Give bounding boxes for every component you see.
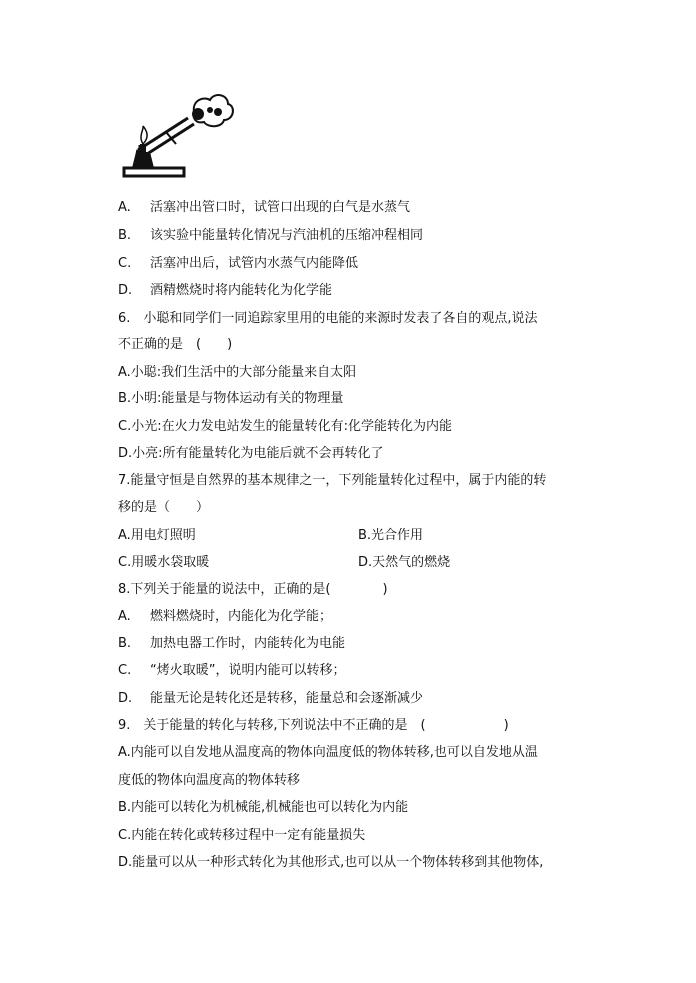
option-text: 活塞冲出管口时，试管口出现的白气是水蒸气 (150, 200, 411, 215)
q5-option-b (118, 227, 423, 245)
option-letter: D. (118, 283, 133, 298)
q6-option-b: B.小明:能量是与物体运动有关的物理量 (118, 391, 344, 406)
q9-option-d: D.能量可以从一种形式转化为其他形式,也可以从一个物体转移到其他物体, (118, 855, 544, 870)
q8-option-b (118, 635, 345, 653)
option-text: “烤火取暖”，说明内能可以转移； (150, 663, 346, 678)
option-text: 活塞冲出后，试管内水蒸气内能降低 (150, 256, 359, 271)
q7-option-a: A.用电灯照明 (118, 528, 196, 543)
q7-stem-line2: 移的是（ ） (118, 500, 210, 515)
q9-stem: 9. 关于能量的转化与转移,下列说法中不正确的是 ( ) (118, 718, 509, 733)
q6-option-c: C.小光:在火力发电站发生的能量转化有:化学能转化为内能 (118, 419, 452, 434)
option-text: 酒精燃烧时将内能转化为化学能 (150, 283, 333, 298)
q6-stem-line1: 6. 小聪和同学们一同追踪家里用的电能的来源时发表了各自的观点,说法 (118, 311, 538, 326)
test-tube-apparatus-figure (118, 90, 238, 185)
q8-option-d (118, 690, 423, 708)
q7-option-d: D.天然气的燃烧 (358, 555, 451, 570)
option-letter: A. (118, 200, 131, 215)
q9-option-b: B.内能可以转化为机械能,机械能也可以转化为内能 (118, 800, 409, 815)
option-text: 该实验中能量转化情况与汽油机的压缩冲程相同 (150, 228, 424, 243)
option-letter: B. (118, 636, 132, 651)
q7-option-c: C.用暖水袋取暖 (118, 555, 210, 570)
q8-option-a (118, 608, 332, 626)
q5-option-d (118, 282, 332, 300)
option-text: 加热电器工作时，内能转化为电能 (150, 636, 346, 651)
option-letter: C. (118, 256, 132, 271)
q6-option-d: D.小亮:所有能量转化为电能后就不会再转化了 (118, 446, 384, 461)
q5-option-c (118, 255, 358, 273)
option-text: 燃料燃烧时，内能化为化学能； (150, 609, 333, 624)
q9-option-c: C.内能在转化或转移过程中一定有能量损失 (118, 828, 366, 843)
q8-stem: 8.下列关于能量的说法中，正确的是( ) (118, 582, 388, 597)
q9-option-a-line1: A.内能可以自发地从温度高的物体向温度低的物体转移,也可以自发地从温 (118, 745, 538, 760)
option-letter: D. (118, 691, 133, 706)
q5-option-a (118, 199, 410, 217)
option-text: 能量无论是转化还是转移，能量总和会逐渐减少 (150, 691, 424, 706)
q8-option-c (118, 662, 345, 680)
q7-option-b: B.光合作用 (358, 528, 424, 543)
q9-option-a-line2: 度低的物体向温度高的物体转移 (118, 773, 301, 788)
q7-stem-line1: 7.能量守恒是自然界的基本规律之一，下列能量转化过程中，属于内能的转 (118, 473, 547, 488)
q6-stem-line2: 不正确的是 ( ) (118, 337, 233, 352)
q6-option-a: A.小聪:我们生活中的大部分能量来自太阳 (118, 365, 357, 380)
option-letter: B. (118, 228, 132, 243)
option-letter: A. (118, 609, 131, 624)
option-letter: C. (118, 663, 132, 678)
